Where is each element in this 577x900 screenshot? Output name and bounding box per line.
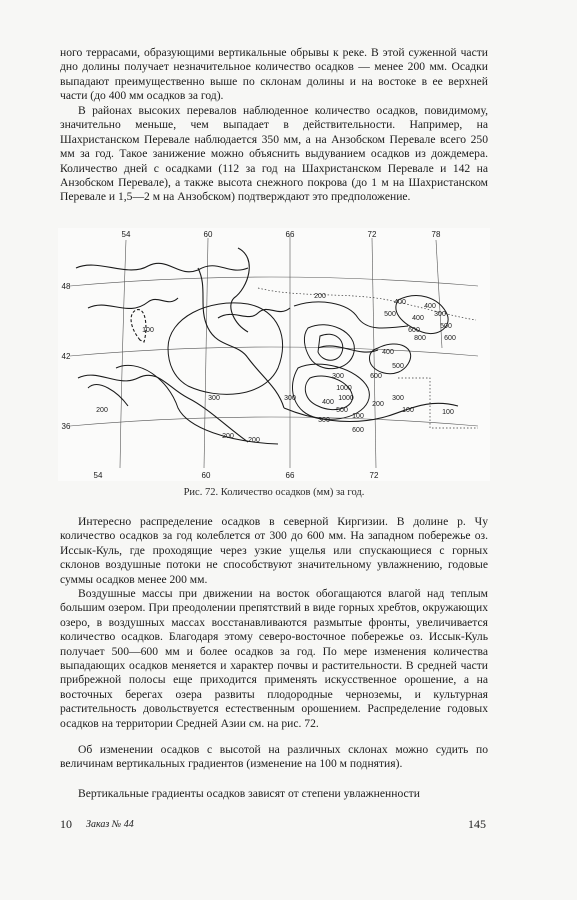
- isohyet-label-1: 200: [222, 433, 234, 440]
- lon-top-label-1: 60: [203, 230, 213, 239]
- isohyet-label-7: 400: [394, 299, 406, 306]
- page-number: 145: [468, 817, 486, 831]
- isohyet-label-20: 1000: [336, 385, 352, 392]
- isohyet-label-8: 500: [384, 311, 396, 318]
- isohyet-label-22: 400: [322, 399, 334, 406]
- isohyet-label-9: 400: [424, 303, 436, 310]
- isohyet-label-2: 200: [314, 293, 326, 300]
- isohyet-label-23: 300: [318, 417, 330, 424]
- isohyet-label-28: 600: [352, 427, 364, 434]
- lon-top-label-2: 66: [285, 230, 295, 239]
- lat-label-2: 36: [61, 422, 71, 431]
- isohyet-label-3: 300: [284, 395, 296, 402]
- isohyet-label-14: 600: [408, 327, 420, 334]
- paragraph-4: Воздушные массы при движении на восток обогащаются влагой над теплым большим озером. При преодолении препятствий в виде горных хребтов, окружающих озеро, в воздушных массах восстанавливаются размытые фронты, увеличивается количество осадков. Благодаря этому северо-восточное побережье оз. Иссык-Куль получает 500—600 мм и более осадков за год. По мере изменения количества выпадающих осадков меняется и характер почвы и растительности. В средней части прибрежной полосы еще приходится применять искусственное орошение, а на восточных берегах озера развиты плодородные черноземы, и культурная растительность довольствуется естественным орошением. Распределение годовых осадков на территории Средней Азии см. на рис. 72.: [60, 587, 488, 730]
- isohyet-label-4: 300: [208, 395, 220, 402]
- isohyet-label-18: 600: [370, 373, 382, 380]
- map-background: [58, 228, 490, 481]
- paragraph-5: Об изменении осадков с высотой на различных склонах можно судить по величинам вертикальных градиентов (изменение на 100 м поднятия).: [60, 743, 488, 771]
- isohyet-label-21: 1000: [338, 395, 354, 402]
- lon-top-label-3: 72: [367, 230, 377, 239]
- isohyet-label-27: 300: [392, 395, 404, 402]
- order-number: Заказ № 44: [86, 819, 134, 830]
- lat-label-0: 48: [61, 282, 71, 291]
- lat-label-1: 42: [61, 352, 71, 361]
- isohyet-label-24: 500: [336, 407, 348, 414]
- isohyet-label-25: 100: [352, 413, 364, 420]
- isohyet-label-15: 800: [414, 335, 426, 342]
- isohyet-label-19: 300: [332, 373, 344, 380]
- sheet-number: 10: [60, 817, 72, 831]
- isohyet-label-26: 200: [372, 401, 384, 408]
- lon-bottom-label-2: 66: [285, 471, 295, 480]
- isohyet-label-12: 500: [440, 323, 452, 330]
- lon-top-label-4: 78: [431, 230, 441, 239]
- isohyet-label-29: 100: [402, 407, 414, 414]
- lon-bottom-label-1: 60: [201, 471, 211, 480]
- isohyet-label-17: 500: [392, 363, 404, 370]
- isohyet-label-30: 100: [442, 409, 454, 416]
- isohyet-label-11: 300: [434, 311, 446, 318]
- isohyet-label-16: 400: [382, 349, 394, 356]
- isohyet-label-13: 600: [444, 335, 456, 342]
- figure-caption: Рис. 72. Количество осадков (мм) за год.: [183, 487, 365, 498]
- paragraph-3: Интересно распределение осадков в северной Киргизии. В долине р. Чу количество осадков за год колеблется от 300 до 600 мм. На западном побережье оз. Иссык-Куль, где проходящие через узкие ущелья или спускающиеся с горных склонов воздушные потоки не способствуют значительному увлажнению, годовые суммы осадков менее 200 мм.: [60, 515, 488, 586]
- isohyet-label-5: 200: [96, 407, 108, 414]
- map-svg: [58, 228, 490, 481]
- lon-top-label-0: 54: [121, 230, 131, 239]
- precipitation-map: [58, 228, 490, 481]
- lon-bottom-label-0: 54: [93, 471, 103, 480]
- paragraph-2: В районах высоких перевалов наблюденное количество осадков, повидимому, значительно меньше, чем выпадает в действительности. Например, на Шахристанском Перевале наблюдается 350 мм, а на Анзобском Перевале всего 250 мм за год. Такое занижение можно объяснить выдуванием осадков из дождемера. Количество дней с осадками (112 за год на Шахристанском Перевале и 142 на Анзобском Перевале), а также высота снежного покрова (до 1 м на Шахристанском Перевале и 1,5—2 м на Анзобском) подтверждают это предположение.: [60, 104, 488, 204]
- lon-bottom-label-3: 72: [369, 471, 379, 480]
- isohyet-label-0: 100: [142, 327, 154, 334]
- isohyet-label-10: 400: [412, 315, 424, 322]
- paragraph-1: ного террасами, образующими вертикальные обрывы к реке. В этой суженной части дно долины получает незначительное количество осадков — менее 200 мм. Осадки выпадают преимущественно выше по склонам долины и на востоке в ее верхней части (до 400 мм осадков за год).: [60, 46, 488, 103]
- paragraph-6: Вертикальные градиенты осадков зависят от степени увлажненности: [78, 787, 420, 800]
- isohyet-label-6: 200: [248, 437, 260, 444]
